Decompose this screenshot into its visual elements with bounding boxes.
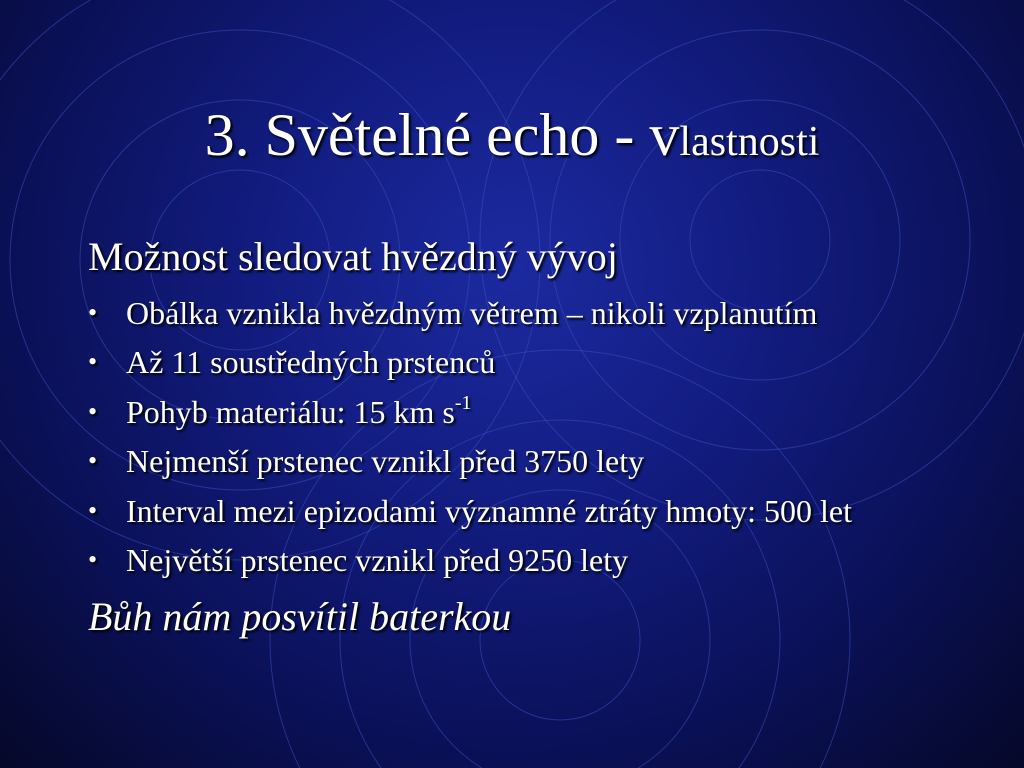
bullet-item (88, 339, 852, 388)
bullet-marker: • (88, 495, 98, 525)
bullet-marker: • (88, 298, 98, 327)
bullet-text: Interval mezi epizodami významné ztráty hmoty: 500 let (126, 492, 852, 529)
bullet-text: Největší prstenec vznikl před 9250 lety (126, 541, 629, 578)
bullet-item (88, 537, 852, 586)
closing-line: Bůh nám posvítil baterkou (88, 594, 512, 639)
slide-title-rest: lastnosti (679, 119, 820, 165)
bullet-text: Až 11 soustředných prstenců (126, 344, 496, 381)
subheading: Možnost sledovat hvězdný vývoj (88, 234, 618, 279)
bullet-marker: • (88, 396, 98, 426)
slide-title (0, 100, 1024, 177)
bullet-item (88, 290, 852, 339)
bullet-item (88, 488, 852, 537)
bullet-list (88, 290, 852, 586)
bullet-marker: • (88, 544, 98, 574)
bullet-item (88, 438, 852, 487)
bullet-text: Obálka vznikla hvězdným větrem – nikoli vzplanutím (126, 295, 818, 331)
bullet-marker: • (88, 446, 98, 476)
bullet-superscript: -1 (454, 392, 472, 415)
bullet-text: Nejmenší prstenec vznikl před 3750 lety (126, 443, 645, 480)
bullet-item (88, 389, 852, 438)
bullet-text: Pohyb materiálu: 15 km s (126, 393, 455, 430)
bullet-marker: • (88, 347, 98, 377)
slide-title-main: 3. Světelné echo - v (204, 102, 680, 168)
